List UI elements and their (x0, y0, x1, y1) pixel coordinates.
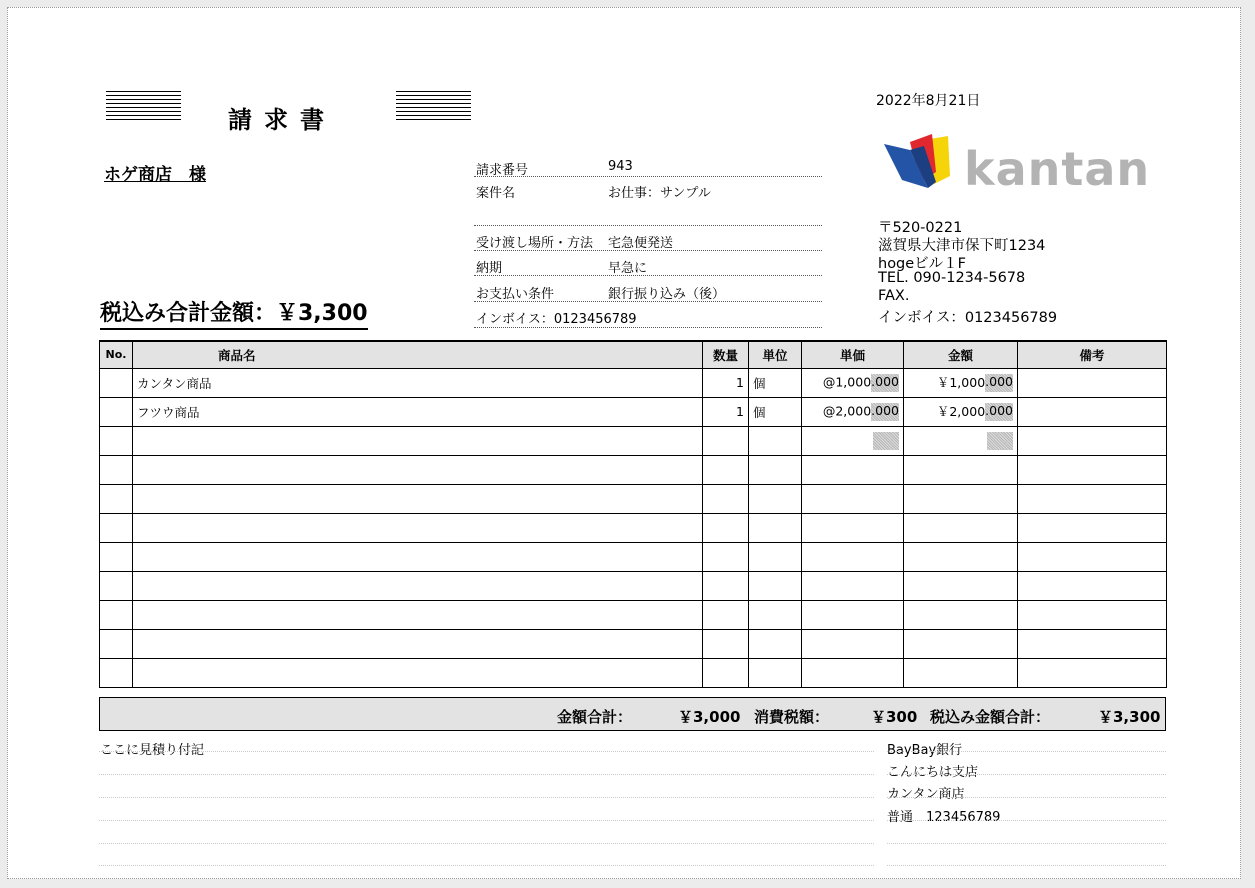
company-postal: 〒520-0221 (878, 220, 963, 236)
col-header-remarks: 備考 (1018, 341, 1167, 368)
company-address: 滋賀県大津市保下町1234 (878, 238, 1046, 254)
cell-unit: 個 (749, 368, 802, 397)
col-header-amount: 金額 (904, 341, 1018, 368)
title-rule-right (396, 91, 471, 121)
table-row (100, 600, 1167, 629)
note-line (99, 843, 874, 844)
col-header-unit-price: 単価 (802, 341, 904, 368)
bank-line (887, 774, 1166, 775)
summary-bar (99, 697, 1166, 731)
table-row (100, 455, 1167, 484)
col-header-item-name: 商品名 (133, 341, 703, 368)
info-key: 納期 (476, 261, 503, 276)
grand-total-value: ￥3,300 (1098, 708, 1161, 726)
cell-no (100, 426, 133, 455)
note-line (99, 865, 874, 866)
cell-unit (749, 426, 802, 455)
col-header-quantity: 数量 (703, 341, 749, 368)
company-fax: FAX. (878, 288, 910, 304)
info-value: 早急に (608, 261, 648, 276)
cell-item-name: フツウ商品 (133, 397, 703, 426)
bank-account-holder: カンタン商店 (887, 787, 965, 802)
info-value: お仕事：サンプル (608, 186, 711, 201)
kantan-logo-text: kantan (964, 142, 1151, 196)
company-building: hogeビル１F (878, 256, 967, 272)
invoice-date: 2022年8月21日 (876, 93, 981, 109)
kantan-logo-icon (884, 132, 968, 192)
document-title: 請求書 (228, 106, 336, 134)
table-row (100, 513, 1167, 542)
cell-amount (904, 426, 1018, 455)
info-key: お支払い条件 (476, 287, 555, 302)
notes-text: ここに見積り付記 (100, 743, 205, 758)
note-line (99, 751, 874, 752)
divider (474, 250, 822, 251)
cell-quantity: 1 (703, 368, 749, 397)
bank-line (887, 865, 1166, 866)
table-row (100, 571, 1167, 600)
note-line (99, 774, 874, 775)
cell-unit-price (802, 397, 904, 426)
table-row (100, 658, 1167, 687)
cell-unit: 個 (749, 397, 802, 426)
info-value: 銀行振り込み（後） (608, 287, 726, 302)
note-line (99, 820, 874, 821)
tax-label: 消費税額： (754, 708, 830, 726)
divider (474, 176, 822, 177)
price-decimal: .000 (871, 374, 899, 392)
bank-line (887, 820, 1166, 821)
cell-remarks (1018, 397, 1167, 426)
customer-name: ホゲ商店 様 (104, 165, 206, 185)
price-decimal: .000 (871, 403, 899, 421)
grand-total-label: 税込み金額合計： (930, 708, 1051, 726)
cell-item-name: カンタン商品 (133, 368, 703, 397)
col-header-no: No. (100, 341, 133, 368)
bank-line (887, 751, 1166, 752)
info-value: 宅急便発送 (608, 236, 674, 251)
total-amount-heading: 税込み合計金額：￥3,300 (100, 300, 368, 330)
divider (474, 225, 822, 226)
info-key: 案件名 (476, 186, 516, 201)
amount-placeholder (987, 432, 1013, 450)
cell-amount (904, 368, 1018, 397)
note-line (99, 797, 874, 798)
cell-unit-price (802, 368, 904, 397)
bank-branch: こんにちは支店 (887, 765, 979, 780)
table-row (100, 426, 1167, 455)
amount-decimal: .000 (985, 403, 1013, 421)
bank-account-number: 普通 123456789 (887, 810, 1001, 825)
divider (474, 275, 822, 276)
info-key: インボイス：0123456789 (476, 312, 637, 327)
table-header-row (100, 341, 1167, 368)
cell-remarks (1018, 368, 1167, 397)
tax-value: ￥300 (871, 708, 918, 726)
info-value: 943 (608, 159, 633, 174)
table-row (100, 397, 1167, 426)
cell-unit-price (802, 426, 904, 455)
table-row (100, 542, 1167, 571)
info-key: 受け渡し場所・方法 (476, 236, 594, 251)
price-main: @2,000 (822, 403, 872, 418)
cell-amount (904, 397, 1018, 426)
amount-decimal: .000 (985, 374, 1013, 392)
amount-main: ￥2,000 (936, 403, 986, 419)
table-row (100, 629, 1167, 658)
subtotal-value: ￥3,000 (678, 708, 741, 726)
col-header-unit: 単位 (749, 341, 802, 368)
cell-quantity (703, 426, 749, 455)
table-row (100, 484, 1167, 513)
bank-line (887, 797, 1166, 798)
cell-quantity: 1 (703, 397, 749, 426)
bank-line (887, 843, 1166, 844)
company-tel: TEL. 090-1234-5678 (878, 270, 1026, 286)
invoice-sheet (7, 7, 1241, 879)
cell-remarks (1018, 426, 1167, 455)
title-rule-left (106, 91, 181, 121)
amount-main: ￥1,000 (936, 374, 986, 390)
info-key: 請求番号 (476, 163, 529, 178)
items-table (99, 340, 1167, 688)
bank-name: BayBay銀行 (887, 743, 963, 758)
price-main: @1,000 (822, 374, 872, 389)
divider (474, 327, 822, 328)
cell-item-name (133, 426, 703, 455)
company-invoice-id: インボイス：0123456789 (878, 310, 1058, 326)
price-placeholder (873, 432, 899, 450)
cell-no (100, 368, 133, 397)
subtotal-label: 金額合計： (557, 708, 633, 726)
table-row (100, 368, 1167, 397)
divider (474, 301, 822, 302)
cell-no (100, 397, 133, 426)
